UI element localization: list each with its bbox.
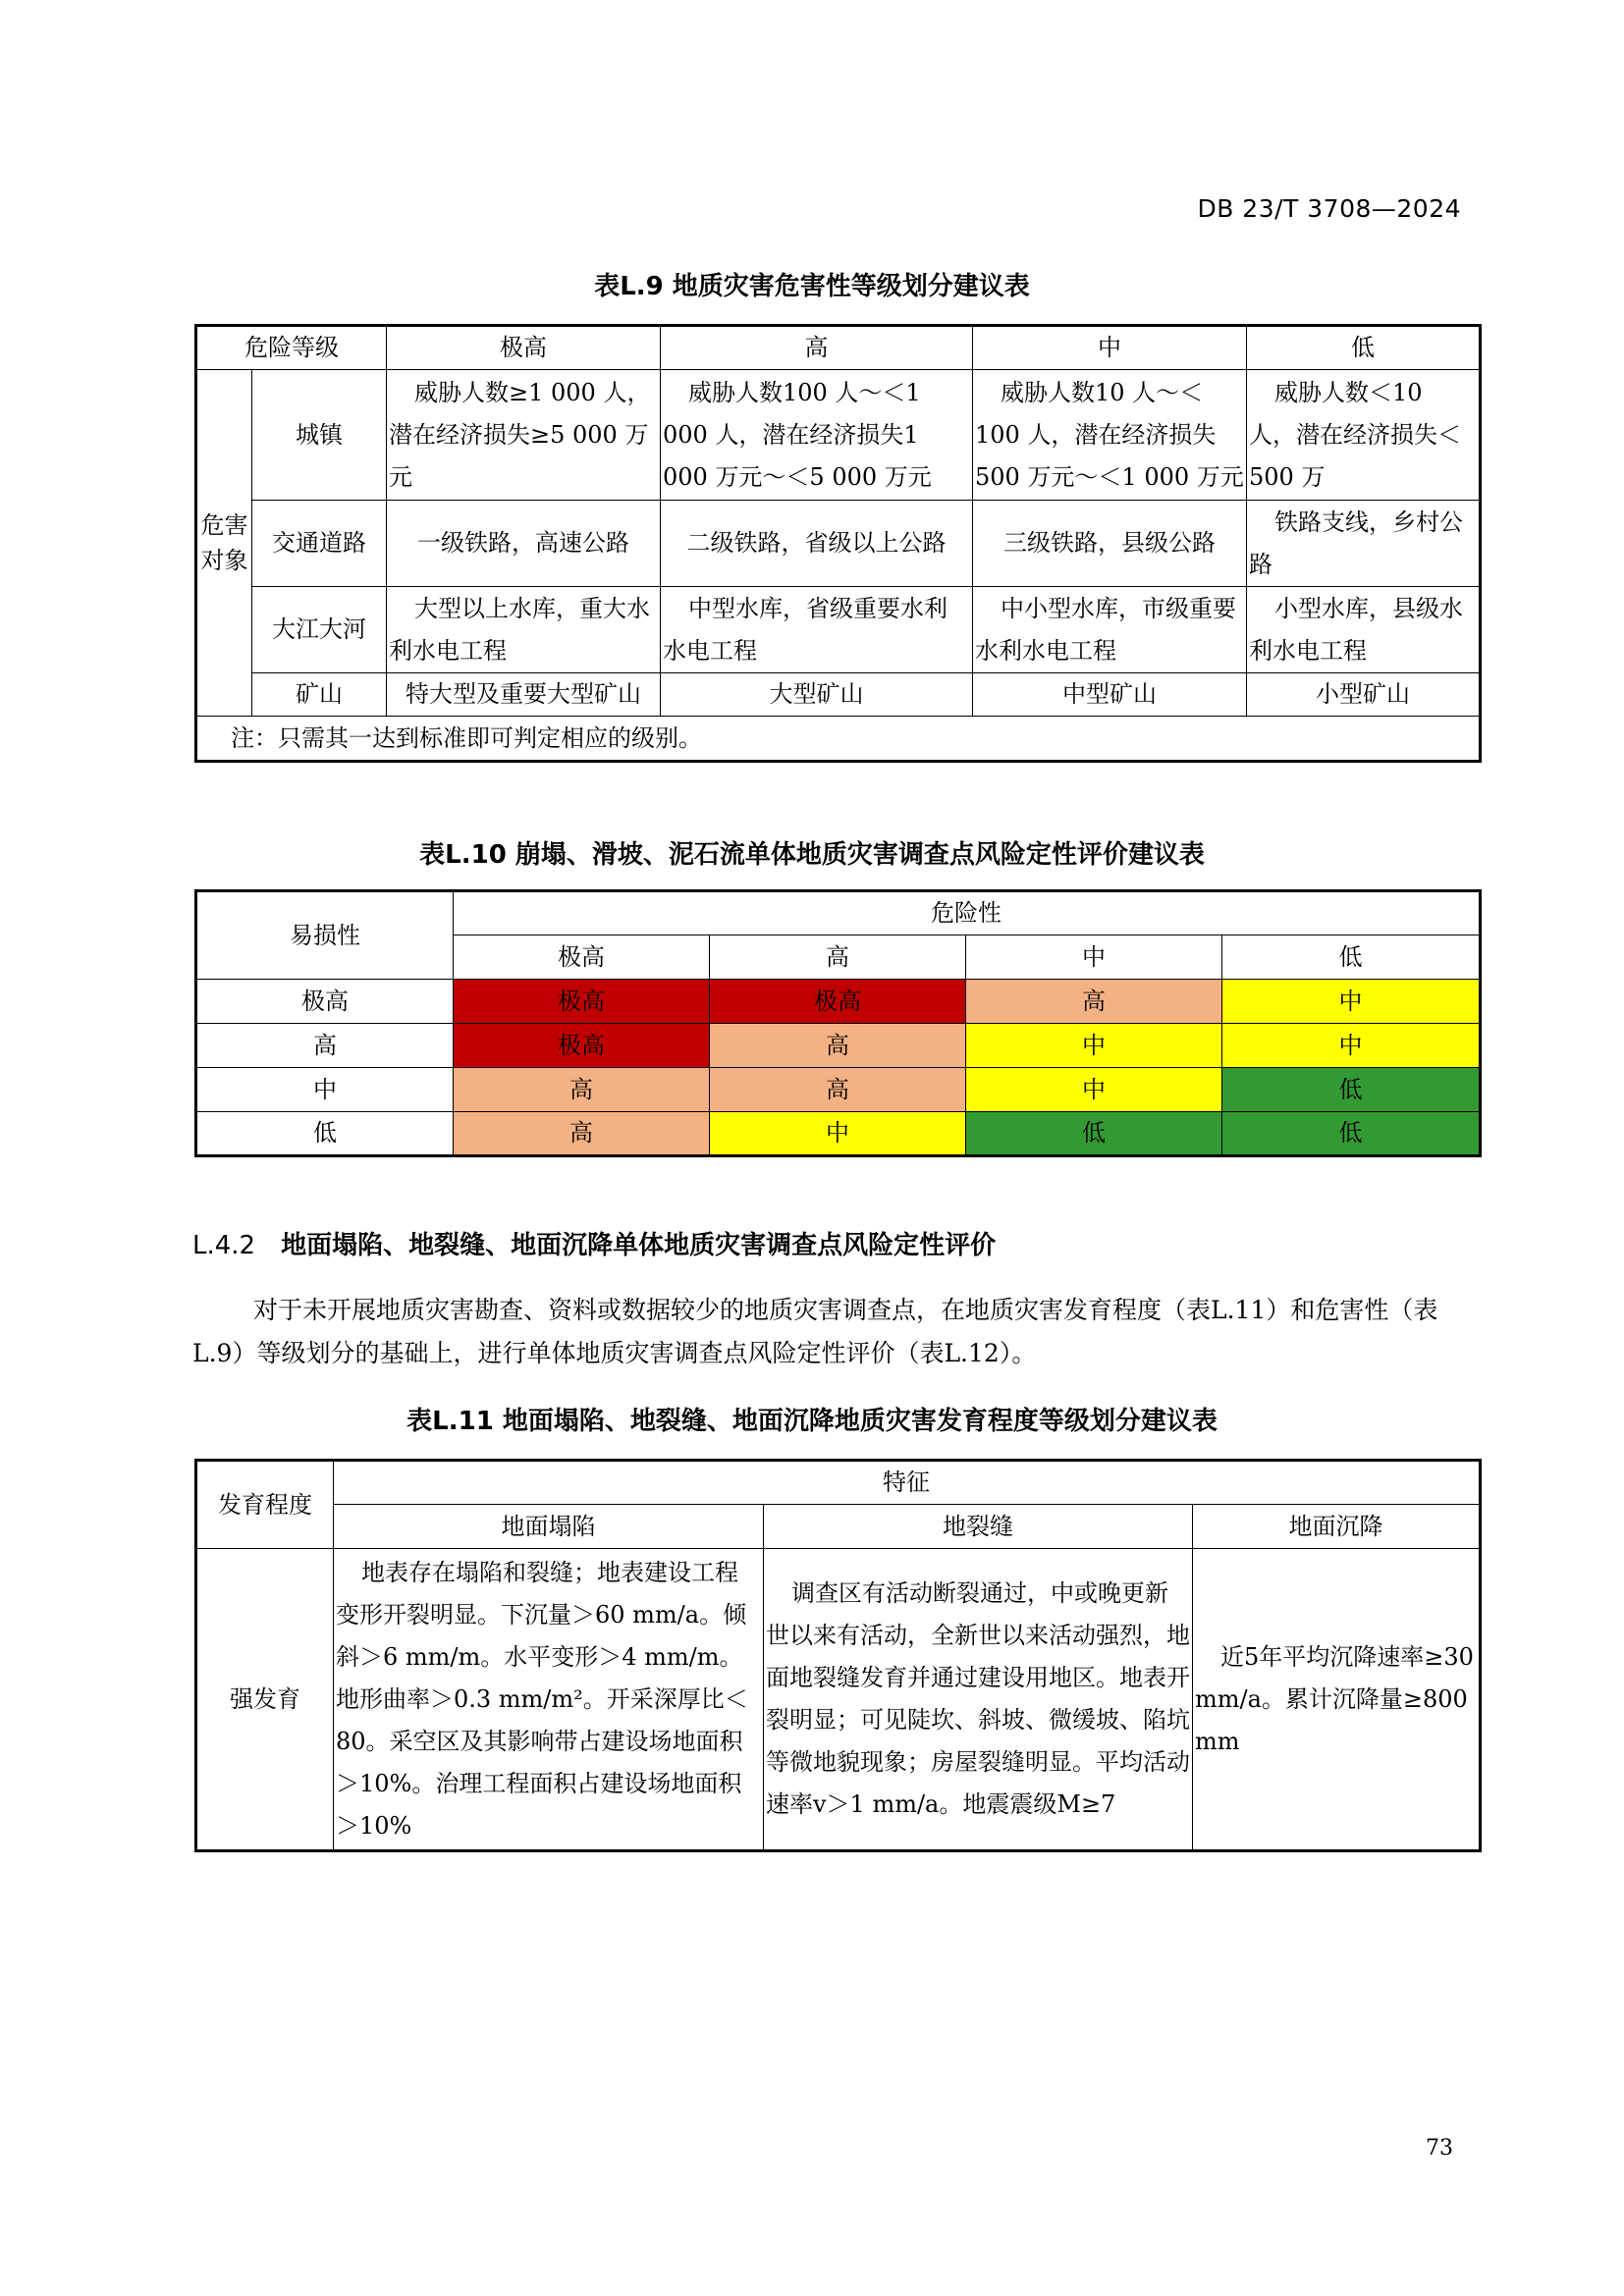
risk-cell: 极高 — [710, 980, 966, 1024]
table-l9-cell: 威胁人数10 人～＜100 人，潜在经济损失500 万元～＜1 000 万元 — [973, 370, 1247, 501]
section-number: L.4.2 — [192, 1231, 256, 1260]
risk-cell: 中 — [966, 1024, 1222, 1068]
table-l10-row-label: 极高 — [196, 980, 454, 1024]
table-l11-col-header: 地裂缝 — [764, 1505, 1193, 1549]
table-l9-header-cell: 高 — [661, 326, 973, 370]
table-l11-cell-land-subsidence: 近5年平均沉降速率≥30 mm/a。累计沉降量≥800 mm — [1193, 1549, 1481, 1851]
table-l9-cell: 中型水库，省级重要水利水电工程 — [661, 587, 973, 673]
table-l9-cell: 小型矿山 — [1247, 673, 1481, 717]
table-l9-cell: 威胁人数≥1 000 人，潜在经济损失≥5 000 万元 — [387, 370, 661, 501]
table-l10-row-label: 低 — [196, 1112, 454, 1156]
table-l9-row-label: 城镇 — [252, 370, 387, 501]
table-l9-group-label: 危害对象 — [196, 370, 252, 717]
section-paragraph: 对于未开展地质灾害勘查、资料或数据较少的地质灾害调查点，在地质灾害发育程度（表L.11）和危害性（表L.9）等级划分的基础上，进行单体地质灾害调查点风险定性评价（表L.12）。 — [192, 1296, 1438, 1367]
risk-cell: 低 — [1222, 1068, 1481, 1112]
table-l9-row-label: 大江大河 — [252, 587, 387, 673]
table-l9-note: 注：只需其一达到标准即可判定相应的级别。 — [196, 717, 1481, 762]
table-l9-caption: 表L.9 地质灾害危害性等级划分建议表 — [594, 272, 1030, 301]
table-l9-header-level: 危险等级 — [196, 326, 387, 370]
risk-cell: 中 — [1222, 1024, 1481, 1068]
table-l9-cell: 中小型水库，市级重要水利水电工程 — [973, 587, 1247, 673]
page-number: 73 — [1426, 2136, 1453, 2161]
risk-cell: 中 — [710, 1112, 966, 1156]
table-l9-cell: 铁路支线，乡村公路 — [1247, 501, 1481, 587]
risk-cell: 高 — [454, 1068, 710, 1112]
section-heading — [192, 1225, 996, 1261]
table-l9-row-label: 矿山 — [252, 673, 387, 717]
table-l9-row-label: 交通道路 — [252, 501, 387, 587]
table-l9-cell: 二级铁路，省级以上公路 — [661, 501, 973, 587]
table-l9-cell: 中型矿山 — [973, 673, 1247, 717]
table-l10-row-label: 高 — [196, 1024, 454, 1068]
risk-cell: 极高 — [454, 1024, 710, 1068]
risk-cell: 高 — [710, 1024, 966, 1068]
table-l9-cell: 特大型及重要大型矿山 — [387, 673, 661, 717]
table-l11-row-label: 强发育 — [196, 1549, 334, 1851]
table-l9-cell: 三级铁路，县级公路 — [973, 501, 1247, 587]
table-l11-cell-fissure: 调查区有活动断裂通过，中或晚更新世以来有活动，全新世以来活动强烈，地面地裂缝发育并通过建设用地区。地表开裂明显；可见陡坎、斜坡、微缓坡、陷坑等微地貌现象；房屋裂缝明显。平均活动速率v＞1 mm/a。地震震级M≥7 — [764, 1549, 1193, 1851]
table-l10-row-header: 易损性 — [196, 891, 454, 980]
table-l9-cell: 一级铁路，高速公路 — [387, 501, 661, 587]
risk-cell: 极高 — [454, 980, 710, 1024]
table-l9-cell: 大型以上水库，重大水利水电工程 — [387, 587, 661, 673]
risk-cell: 中 — [966, 1068, 1222, 1112]
risk-cell: 高 — [710, 1068, 966, 1112]
table-l10-col-group-header: 危险性 — [454, 891, 1481, 935]
risk-cell: 中 — [1222, 980, 1481, 1024]
table-l11-caption: 表L.11 地面塌陷、地裂缝、地面沉降地质灾害发育程度等级划分建议表 — [406, 1407, 1218, 1436]
section-title: 地面塌陷、地裂缝、地面沉降单体地质灾害调查点风险定性评价 — [281, 1231, 997, 1260]
table-l10-col-header: 低 — [1222, 935, 1481, 980]
table-l10-col-header: 中 — [966, 935, 1222, 980]
table-l9-cell: 大型矿山 — [661, 673, 973, 717]
table-l11-row-header: 发育程度 — [196, 1461, 334, 1549]
table-l9-header-cell: 极高 — [387, 326, 661, 370]
risk-cell: 低 — [1222, 1112, 1481, 1156]
table-l9-header-cell: 中 — [973, 326, 1247, 370]
risk-cell: 高 — [454, 1112, 710, 1156]
table-l10-row-label: 中 — [196, 1068, 454, 1112]
table-l11-cell-collapse: 地表存在塌陷和裂缝；地表建设工程变形开裂明显。下沉量＞60 mm/a。倾斜＞6 mm/m。水平变形＞4 mm/m。地形曲率＞0.3 mm/m²。开采深厚比＜80。采空区及其影响带占建设场地面积＞10%。治理工程面积占建设场地面积＞10% — [334, 1549, 764, 1851]
table-l10-caption: 表L.10 崩塌、滑坡、泥石流单体地质灾害调查点风险定性评价建议表 — [419, 840, 1205, 870]
table-l11-col-header: 地面塌陷 — [334, 1505, 764, 1549]
table-l9-cell: 威胁人数100 人～＜1 000 人，潜在经济损失1 000 万元～＜5 000 万元 — [661, 370, 973, 501]
table-l10-col-header: 高 — [710, 935, 966, 980]
table-l9 — [194, 324, 1482, 763]
table-l9-cell: 威胁人数＜10 人，潜在经济损失＜500 万 — [1247, 370, 1481, 501]
table-l11-col-group-header: 特征 — [334, 1461, 1481, 1505]
table-l9-header-cell: 低 — [1247, 326, 1481, 370]
table-l10 — [194, 889, 1482, 1157]
table-l11 — [194, 1459, 1482, 1852]
table-l10-col-header: 极高 — [454, 935, 710, 980]
risk-cell: 低 — [966, 1112, 1222, 1156]
table-l11-col-header: 地面沉降 — [1193, 1505, 1481, 1549]
standard-code: DB 23/T 3708—2024 — [1197, 194, 1461, 223]
table-l9-cell: 小型水库，县级水利水电工程 — [1247, 587, 1481, 673]
risk-cell: 高 — [966, 980, 1222, 1024]
